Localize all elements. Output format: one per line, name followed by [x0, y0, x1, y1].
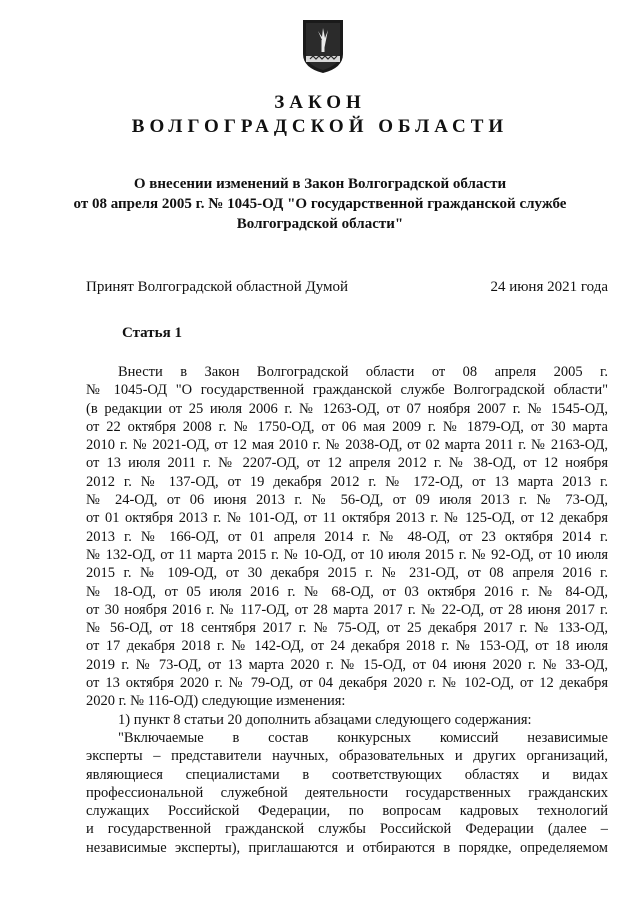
body-line: № 132-ОД, от 11 марта 2015 г. № 10-ОД, от 10 июля 2015 г. № 92-ОД, от 10 июля — [86, 546, 608, 563]
body-line: от 30 ноября 2016 г. № 117-ОД, от 28 марта 2017 г. № 22-ОД, от 28 июня 2017 г. — [86, 601, 608, 618]
law-heading-line: Волгоградской области" — [236, 216, 404, 232]
body-line: 2020 г. № 116-ОД) следующие изменения: — [86, 693, 346, 710]
body-line: № 18-ОД, от 05 июля 2016 г. № 68-ОД, от 03 октября 2016 г. № 84-ОД, — [86, 583, 608, 600]
body-line: 2015 г. № 109-ОД, от 30 декабря 2015 г. № 231-ОД, от 08 апреля 2016 г. — [86, 565, 608, 582]
body-line: № 56-ОД, от 18 сентября 2017 г. № 75-ОД, от 25 декабря 2017 г. № 133-ОД, — [86, 620, 608, 637]
body-line: от 13 октября 2020 г. № 79-ОД, от 04 декабря 2020 г. № 102-ОД, от 12 декабря — [86, 675, 608, 692]
article-body — [86, 363, 608, 857]
adopted-by: Принят Волгоградской областной Думой — [86, 279, 349, 295]
body-line: профессиональной служебной деятельности государственных гражданских — [86, 784, 608, 801]
body-line: 2013 г. № 166-ОД, от 01 апреля 2014 г. № 48-ОД, от 23 октября 2014 г. — [86, 528, 608, 545]
volgograd-coat-of-arms-icon — [301, 18, 345, 74]
body-line: от 22 октября 2008 г. № 1750-ОД, от 06 мая 2009 г. № 1879-ОД, от 30 марта — [86, 418, 608, 435]
law-heading — [40, 174, 600, 234]
body-line: 1) пункт 8 статьи 20 дополнить абзацами следующего содержания: — [118, 711, 532, 728]
body-line: от 13 июля 2011 г. № 2207-ОД, от 12 апреля 2012 г. № 38-ОД, от 12 ноября — [86, 455, 608, 472]
law-heading-line: от 08 апреля 2005 г. № 1045-ОД "О государственной гражданской службе — [73, 196, 567, 212]
body-line: от 17 декабря 2018 г. № 142-ОД, от 24 декабря 2018 г. № 153-ОД, от 18 июля — [86, 638, 608, 655]
body-line: Внести в Закон Волгоградской области от 08 апреля 2005 г. — [118, 364, 608, 380]
law-heading-line: О внесении изменений в Закон Волгоградской области — [133, 176, 507, 192]
body-line: 2010 г. № 2021-ОД, от 12 мая 2010 г. № 2038-ОД, от 02 марта 2011 г. № 2163-ОД, — [86, 437, 608, 454]
body-line: 2012 г. № 137-ОД, от 19 декабря 2012 г. № 172-ОД, от 13 марта 2013 г. — [86, 473, 608, 490]
body-line: независимые эксперты), приглашаются и отбираются в порядке, определяемом — [86, 839, 608, 856]
body-line: и государственной гражданской службы Российской Федерации (далее – — [86, 821, 608, 838]
law-title: ЗАКОН — [274, 92, 366, 113]
adoption-date: 24 июня 2021 года — [490, 279, 608, 295]
body-line: эксперты – представители научных, образовательных и других организаций, — [86, 748, 608, 765]
body-line: № 1045-ОД "О государственной гражданской службе Волгоградской области" — [86, 382, 608, 399]
body-line: от 01 октября 2013 г. № 101-ОД, от 11 октября 2013 г. № 125-ОД, от 12 декабря — [86, 510, 608, 527]
article-title: Статья 1 — [122, 325, 182, 341]
region-title: ВОЛГОГРАДСКОЙ ОБЛАСТИ — [131, 116, 509, 137]
body-line: (в редакции от 25 июля 2006 г. № 1263-ОД, от 07 ноября 2007 г. № 1545-ОД, — [86, 400, 608, 417]
body-line: 2019 г. № 73-ОД, от 13 марта 2020 г. № 15-ОД, от 04 июня 2020 г. № 33-ОД, — [86, 656, 608, 673]
body-line: № 24-ОД, от 06 июня 2013 г. № 56-ОД, от 09 июля 2013 г. № 73-ОД, — [86, 492, 608, 509]
body-line: служащих Российской Федерации, по вопросам кадровых технологий — [86, 803, 608, 820]
body-line: "Включаемые в состав конкурсных комиссий независимые — [118, 729, 608, 746]
body-line: являющиеся специалистами в соответствующих областях и видах — [86, 766, 608, 783]
